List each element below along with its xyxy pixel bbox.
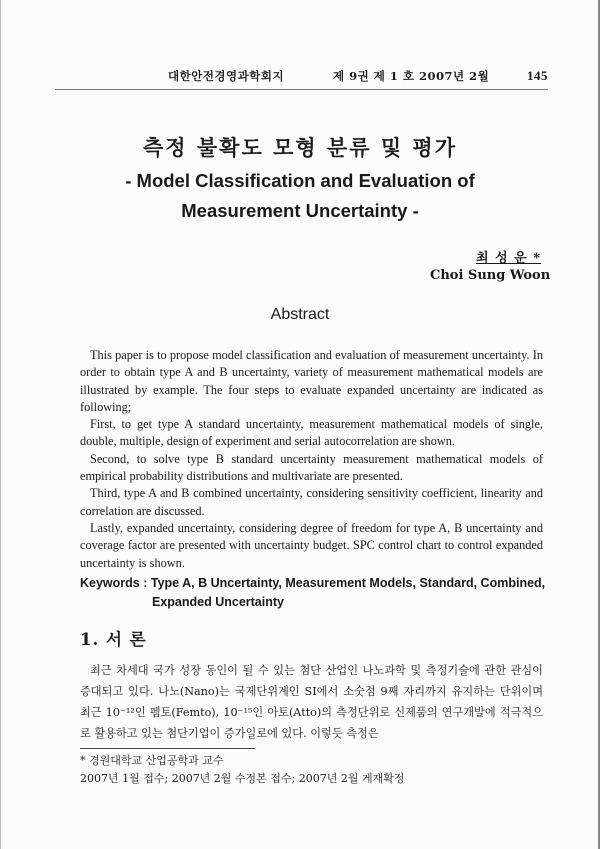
footnote-divider	[80, 748, 255, 749]
author-korean: 최 성 운 *	[476, 251, 542, 266]
keywords	[80, 574, 550, 612]
section-paragraph: 최근 차세대 국가 성장 동인이 될 수 있는 첨단 산업인 나노과학 및 측정기술에 관한 관심이 증대되고 있다. 나노(Nano)는 국제단위계인 SI에서 소숫점 9째 자리까지 유지하는 단위이며 최근 10⁻¹²인 펨토(Femto), 10⁻¹⁵인 아토(Atto)의 측정단위로 신제품의 연구개발에 적극적으로 활용하고 있는 첨단기업이 증가일로에 있다. 이렇듯 측정은	[80, 664, 543, 740]
footnote-dates: 2007년 1월 접수; 2007년 2월 수정본 접수; 2007년 2월 게재확정	[80, 772, 405, 785]
keywords-label: Keywords :	[80, 576, 151, 590]
abstract-heading: Abstract	[270, 306, 330, 323]
header-divider	[55, 89, 548, 90]
page-number: 145	[527, 68, 548, 83]
issue-info: 제 9권 제 1 호 2007년 2월	[333, 69, 490, 83]
section-body	[80, 660, 543, 744]
abstract-paragraph: Third, type A and B combined uncertainty, considering sensitivity coefficient, linearity and correlation are discussed.	[80, 486, 543, 518]
abstract-paragraph: First, to get type A standard uncertainty, measurement mathematical models of single, double, multiple, design of experiment and serial autocorrelation are shown.	[80, 417, 543, 449]
title-english-line2: Measurement Uncertainty -	[181, 200, 419, 221]
keywords-line1: Type A, B Uncertainty, Measurement Models, Standard, Combined,	[150, 576, 546, 590]
abstract-body	[80, 347, 543, 572]
abstract-paragraph: Lastly, expanded uncertainty, considering degree of freedom for type A, B uncertainty and coverage factor are presented with uncertainty budget. SPC control chart to control expanded uncertainty is shown.	[80, 520, 543, 570]
title-english-line1: - Model Classification and Evaluation of	[125, 170, 475, 191]
keywords-line2: Expanded Uncertainty	[152, 595, 284, 609]
abstract-paragraph: This paper is to propose model classification and evaluation of measurement uncertainty. In order to obtain type A and B uncertainty, variety of measurement mathematical models are illustrated by example. The four steps to evaluate expanded uncertainty are indicated as following;	[80, 348, 543, 414]
section-heading: 1. 서 론	[80, 630, 147, 649]
title-korean: 측정 불확도 모형 분류 및 평가	[143, 135, 457, 160]
page-left-edge	[0, 0, 1, 849]
footnote-affiliation: * 경원대학교 산업공학과 교수	[80, 754, 224, 767]
journal-name: 대한안전경영과학회지	[168, 69, 285, 83]
author-english: Choi Sung Woon	[430, 268, 551, 283]
abstract-paragraph: Second, to solve type B standard uncertainty measurement mathematical models of empirical probability distributions and multivariate are presented.	[80, 451, 543, 484]
